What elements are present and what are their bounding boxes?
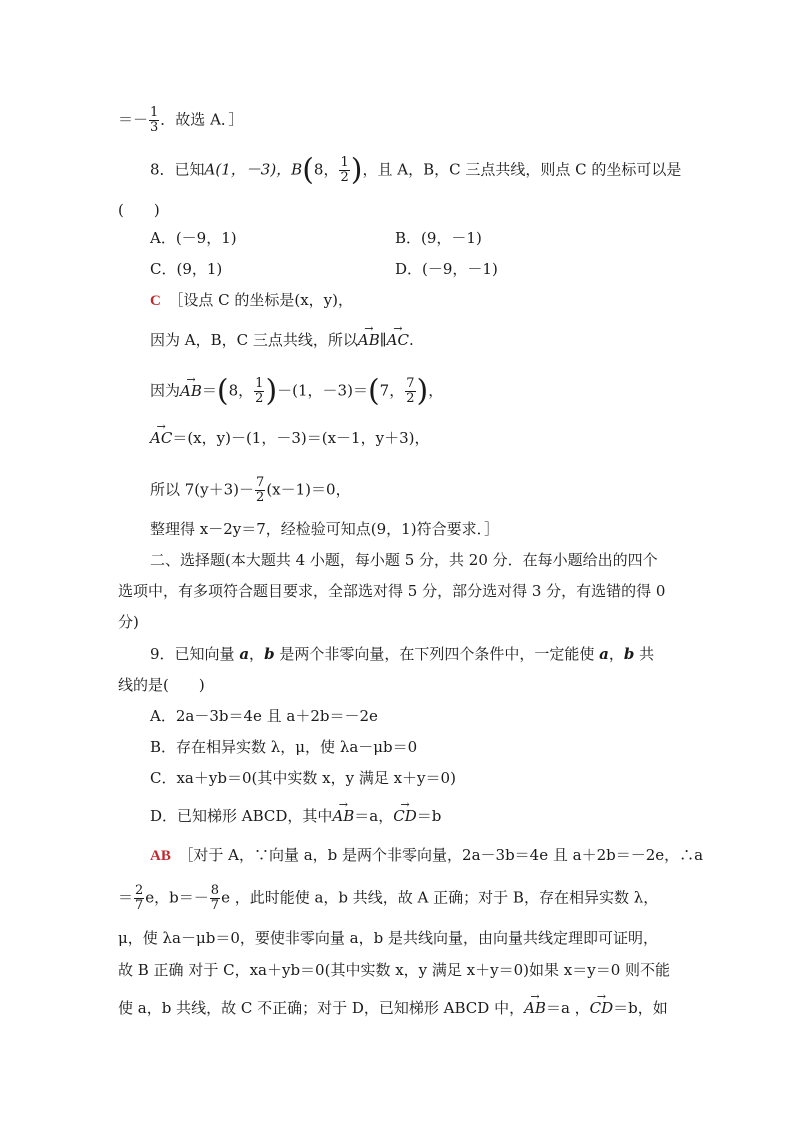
q8-option-a: A．(－9，1)	[150, 229, 237, 247]
q9-solution-2: ＝ $\frac{2}{7}$ e，b＝－ $\frac{8}{7}$ e ，此时能使 a，b 共线，故 A 正确；对于 B，存在相异实数 λ，	[118, 883, 659, 913]
q8-solution-6: 整理得 x－2y＝7，经检验可知点(9，1)符合要求．］	[150, 520, 500, 538]
q8-option-d: D．(－9，－1)	[395, 260, 498, 278]
fraction: $\frac{2}{7}$	[135, 883, 144, 913]
fraction: $\frac{1}{2}$	[340, 155, 349, 185]
q8-solution-2: 因为 A，B，C 三点共线，所以→ AB∥→ AC.	[150, 330, 414, 350]
q9-stem-2: 线的是( )	[118, 676, 205, 694]
q8-solution-3: 因为→ AB＝(8， $\frac{1}{2}$ )－(1，－3)＝(7， $\frac{7}{2}$ )，	[150, 377, 443, 406]
q8-solution-1: C ［设点 C 的坐标是(x，y)，	[150, 291, 354, 309]
q9-solution-3: μ，使 λa－μb＝0，要使非零向量 a，b 是共线向量，由向量共线定理即可证明，	[118, 929, 658, 947]
section2-heading: 二、选择题(本大题共 4 小题，每小题 5 分，共 20 分．在每小题给出的四个	[150, 551, 658, 569]
section2-heading-2: 选项中，有多项符合题目要求，全部选对得 5 分，部分选对得 3 分，有选错的得 0	[118, 582, 666, 600]
q8-answer-paren: ( )	[118, 201, 160, 219]
fraction: $\frac{1}{3}$	[150, 105, 159, 135]
q9-solution-5: 使 a，b 共线，故 C 不正确；对于 D，已知梯形 ABCD 中，→ AB＝a ，→ CD＝b，如	[118, 998, 668, 1018]
q8-solution-5: 所以 7(y＋3)－ $\frac{7}{2}$ (x－1)＝0，	[150, 475, 351, 505]
q8-option-b: B．(9，－1)	[395, 229, 482, 247]
q9-solution-1: AB ［对于 A，∵向量 a，b 是两个非零向量，2a－3b＝4e 且 a＋2b＝－2e，∴a	[150, 846, 704, 864]
prev-answer-end: ＝－ $\frac{1}{3}$ ．故选 A．］	[118, 105, 244, 135]
q9-option-d: D．已知梯形 ABCD，其中→ AB＝a，→ CD＝b	[150, 806, 441, 826]
q8-solution-4: → AC＝(x，y)－(1，－3)＝(x－1，y＋3)，	[150, 428, 429, 448]
q8-answer-key: C	[150, 293, 161, 309]
q9-option-a: A．2a－3b＝4e 且 a＋2b＝－2e	[150, 707, 378, 725]
q9-stem: 9．已知向量 a，b 是两个非零向量，在下列四个条件中，一定能使 a，b 共	[150, 645, 655, 663]
q9-solution-4: 故 B 正确 对于 C，xa＋yb＝0(其中实数 x，y 满足 x＋y＝0)如果 x＝y＝0 则不能	[118, 961, 671, 979]
q8-option-c: C．(9，1)	[150, 260, 223, 278]
fraction: $\frac{7}{2}$	[406, 376, 415, 406]
q9-option-c: C．xa＋yb＝0(其中实数 x，y 满足 x＋y＝0)	[150, 769, 456, 787]
q8-stem: 8．已知A(1，－3)，B(8， $\frac{1}{2}$ )，且 A，B，C 三点共线，则点 C 的坐标可以是	[150, 152, 682, 188]
fraction: $\frac{8}{7}$	[210, 883, 220, 913]
section2-heading-3: 分)	[118, 613, 139, 631]
q9-answer-key: AB	[150, 848, 171, 864]
fraction: $\frac{7}{2}$	[256, 475, 265, 505]
fraction: $\frac{1}{2}$	[255, 376, 264, 406]
q9-option-b: B．存在相异实数 λ，μ，使 λa－μb＝0	[150, 738, 418, 756]
